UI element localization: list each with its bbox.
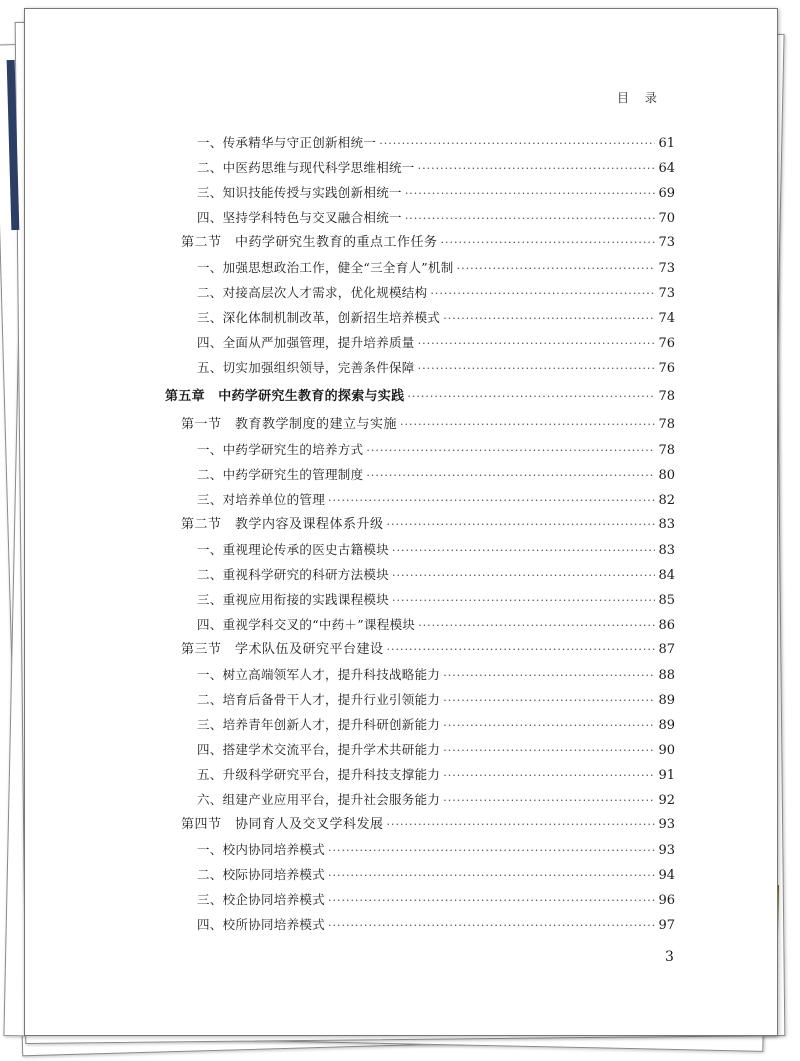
toc-page	[24, 8, 778, 1036]
toc-entry: 一、加强思想政治工作，健全“三全育人”机制 ····· 73	[155, 257, 675, 279]
toc-entry: 四、全面从严加强管理，提升培养质量 ····· 76	[155, 332, 675, 354]
toc-entry: 一、树立高端领军人才，提升科技战略能力 ····· 88	[155, 664, 675, 686]
toc-entry: 二、对接高层次人才需求，优化规模结构 ····· 73	[155, 282, 675, 304]
toc-entry: 三、培养青年创新人才，提升科研创新能力 ····· 89	[155, 714, 675, 736]
toc-entry: 三、深化体制机制改革，创新招生培养模式 ····· 74	[155, 307, 675, 329]
page-number: 3	[665, 949, 674, 965]
toc-entry: 四、校所协同培养模式 ····· 97	[155, 914, 675, 936]
toc-entry: 三、对培养单位的管理 ····· 82	[155, 489, 675, 511]
toc-entry: 四、重视学科交叉的“中药＋”课程模块 ····· 86	[155, 614, 675, 636]
toc-entry: 六、组建产业应用平台，提升社会服务能力 ····· 92	[155, 789, 675, 811]
toc-entry: 五、切实加强组织领导，完善条件保障 ····· 76	[155, 357, 675, 379]
toc-entry: 四、搭建学术交流平台，提升学术共研能力 ····· 90	[155, 739, 675, 761]
toc-entry: 一、传承精华与守正创新相统一 ····· 61	[155, 132, 675, 154]
toc-entry: 第二节 教学内容及课程体系升级 ····· 83	[155, 514, 675, 536]
toc-entry: 三、知识技能传授与实践创新相统一 ····· 69	[155, 182, 675, 204]
toc-entry: 一、校内协同培养模式 ····· 93	[155, 839, 675, 861]
toc-entry: 第一节 教育教学制度的建立与实施 ····· 78	[155, 414, 675, 436]
toc-entry: 一、中药学研究生的培养方式 ····· 78	[155, 439, 675, 461]
toc-entry: 一、重视理论传承的医史古籍模块 ····· 83	[155, 539, 675, 561]
toc-entry: 第二节 中药学研究生教育的重点工作任务 ····· 73	[155, 232, 675, 254]
toc-entry: 第四节 协同育人及交叉学科发展 ····· 93	[155, 814, 675, 836]
toc-entry: 三、重视应用衔接的实践课程模块 ····· 85	[155, 589, 675, 611]
toc-entry: 二、中医药思维与现代科学思维相统一 ····· 64	[155, 157, 675, 179]
toc-entry: 三、校企协同培养模式 ····· 96	[155, 889, 675, 911]
toc-entry: 五、升级科学研究平台，提升科技支撑能力 ····· 91	[155, 764, 675, 786]
toc-entry: 二、中药学研究生的管理制度 ····· 80	[155, 464, 675, 486]
toc-entry: 二、校际协同培养模式 ····· 94	[155, 864, 675, 886]
toc-entry: 二、培育后备骨干人才，提升行业引领能力 ····· 89	[155, 689, 675, 711]
toc-entry: 二、重视科学研究的科研方法模块 ····· 84	[155, 564, 675, 586]
running-head: 目 录	[617, 91, 663, 105]
table-of-contents	[25, 9, 777, 1035]
toc-entry: 第五章 中药学研究生教育的探索与实践 ····· 78	[155, 386, 675, 408]
toc-entry: 四、坚持学科特色与交叉融合相统一 ····· 70	[155, 207, 675, 229]
toc-entry: 第三节 学术队伍及研究平台建设 ····· 87	[155, 639, 675, 661]
